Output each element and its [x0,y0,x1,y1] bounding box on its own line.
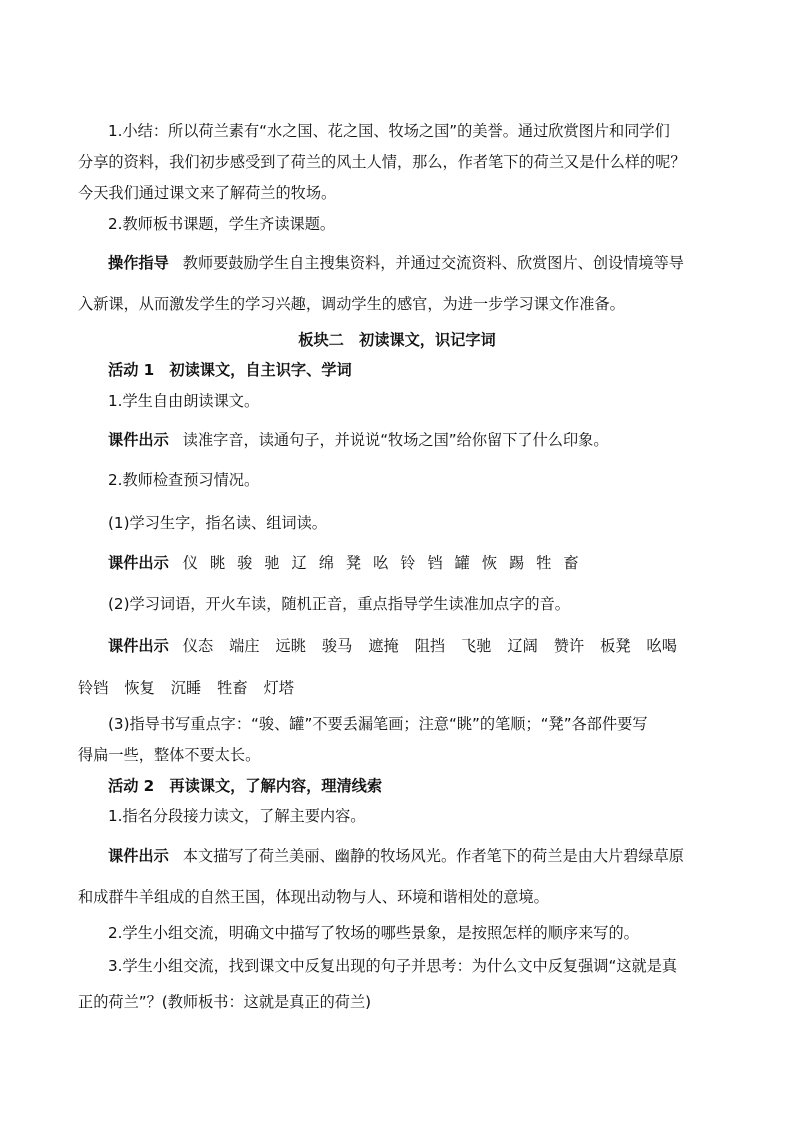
new-character: 畜 [563,554,579,572]
new-character: 骏 [237,554,253,572]
new-character: 驰 [264,554,280,572]
activity-1-title: 活动 1 初读课文，自主识字、学词 [108,361,352,379]
courseware-show-4-line-2: 和成群牛羊组成的自然王国，体现出动物与人、环境和谐相处的意境。 [78,888,549,906]
new-character: 辽 [291,554,307,572]
courseware-label-1: 课件出示 [108,431,169,449]
section-title: 板块二 初读课文，识记字词 [298,331,496,349]
new-character: 铛 [427,554,443,572]
vocabulary-list-line-1 [183,637,693,655]
new-character: 恢 [481,554,497,572]
board-title-step: 2.教师板书课题，学生齐读课题。 [108,215,336,233]
vocabulary-word: 远眺 [275,637,306,655]
vocabulary-word: 牲畜 [217,679,248,697]
courseware-text-1: 读准字音，读通句子，并说说“牧场之国”给你留下了什么印象。 [182,431,609,449]
operation-guide-text-1: 教师要鼓励学生自主搜集资料，并通过交流资料、欣赏图片、创设情境等导 [182,254,684,272]
operation-guide-label: 操作指导 [108,254,169,272]
courseware-show-2 [108,553,591,573]
vocabulary-word: 铃铛 [78,679,109,697]
courseware-label-4: 课件出示 [108,847,169,865]
vocabulary-word: 遮掩 [368,637,399,655]
activity-2-title: 活动 2 再读课文，了解内容，理清线索 [108,777,383,795]
new-character: 凳 [345,554,362,572]
new-character: 吆 [373,554,389,572]
new-character: 眺 [209,554,226,572]
courseware-text-4: 本文描写了荷兰美丽、幽静的牧场风光。作者笔下的荷兰是由大片碧绿草原 [182,847,684,865]
activity-1-step-2b: (2)学习词语，开火车读，随机正音，重点指导学生读准加点字的音。 [108,595,570,613]
vocabulary-word: 端庄 [229,637,260,655]
vocabulary-word: 沉睡 [170,679,202,697]
operation-guide-line-1 [108,253,684,273]
courseware-label-2: 课件出示 [108,554,169,572]
new-character: 绵 [318,554,334,572]
vocabulary-word: 灯塔 [263,679,294,697]
activity-1-step-2: 2.教师检查预习情况。 [108,471,260,489]
vocabulary-word: 辽阔 [507,637,538,655]
activity-1-step-1: 1.学生自由朗读课文。 [108,392,260,410]
vocabulary-word: 飞驰 [461,637,492,655]
vocabulary-word: 阻挡 [414,637,445,655]
vocabulary-word: 赞许 [553,637,585,655]
courseware-show-3 [108,636,693,656]
new-character: 铃 [400,554,416,572]
courseware-show-4-line-1 [108,846,684,866]
vocabulary-list-line-2 [78,679,310,697]
new-character: 仪 [182,554,198,572]
new-character: 踢 [509,554,525,572]
summary-line-2: 分享的资料，我们初步感受到了荷兰的风土人情，那么，作者笔下的荷兰又是什么样的呢？ [78,153,686,171]
activity-2-step-3-line-2: 正的荷兰”？(教师板书：这就是真正的荷兰) [78,993,372,1011]
vocabulary-word: 骏马 [321,637,353,655]
activity-2-step-3-line-1: 3.学生小组交流，找到课文中反复出现的句子并思考：为什么文中反复强调“这就是真 [108,957,678,975]
courseware-label-3: 课件出示 [108,637,169,655]
vocabulary-word: 板凳 [600,637,631,655]
courseware-show-1 [108,430,609,450]
activity-1-step-2c-line-1: (3)指导书写重点字：“骏、罐”不要丢漏笔画；注意“眺”的笔顺；“凳”各部件要写 [108,715,648,733]
activity-1-step-2a: (1)学习生字，指名读、组词读。 [108,514,327,532]
activity-2-step-2: 2.学生小组交流，明确文中描写了牧场的哪些景象，是按照怎样的顺序来写的。 [108,924,639,942]
summary-line-1: 1.小结：所以荷兰素有“水之国、花之国、牧场之国”的美誉。通过欣赏图片和同学们 [108,122,670,140]
activity-1-step-2c-line-2: 得扁一些，整体不要太长。 [78,746,261,764]
operation-guide-line-2: 入新课，从而激发学生的学习兴趣，调动学生的感官，为进一步学习课文作准备。 [78,295,625,313]
vocabulary-line-2 [78,678,310,698]
new-character: 罐 [454,554,470,572]
vocabulary-word: 仪态 [182,637,214,655]
new-character: 牲 [536,554,552,572]
new-characters-list [183,554,591,572]
activity-2-step-1: 1.指名分段接力读文，了解主要内容。 [108,807,366,825]
summary-line-3: 今天我们通过课文来了解荷兰的牧场。 [78,184,337,202]
vocabulary-word: 恢复 [124,679,155,697]
vocabulary-word: 吆喝 [646,637,677,655]
